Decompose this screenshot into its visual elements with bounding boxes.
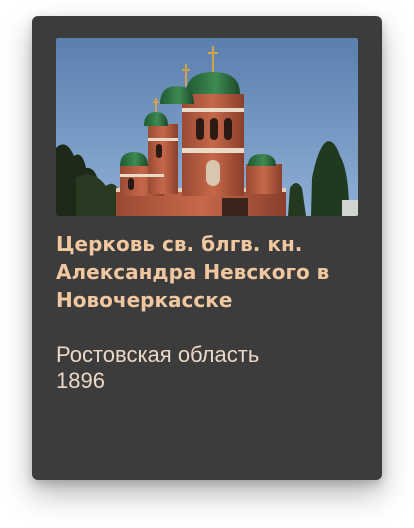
year-label: 1896 — [56, 368, 105, 393]
church-photo — [56, 38, 358, 216]
church-card[interactable] — [32, 16, 382, 480]
church-title: Церковь св. блгв. кн. Александра Невского в Новочеркасске — [56, 232, 330, 312]
region-label: Ростовская область — [56, 342, 260, 367]
